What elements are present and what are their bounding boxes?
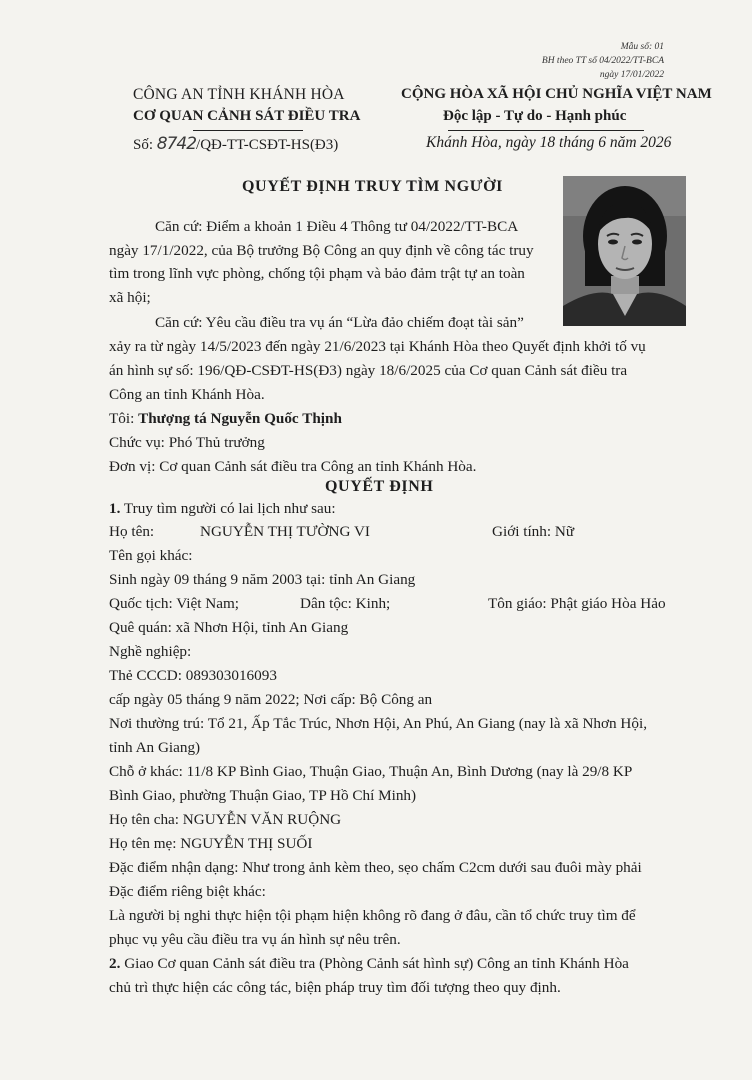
basis-1-line-2: ngày 17/1/2022, của Bộ trưởng Bộ Công an quy định về công tác truy [109,242,534,259]
basis-1-line-1: Căn cứ: Điểm a khoản 1 Điều 4 Thông tư 04/2022/TT-BCA [155,218,519,235]
motto: Độc lập - Tự do - Hạnh phúc [443,108,627,124]
place-date: Khánh Hòa, ngày 18 tháng 6 năm 2026 [426,134,672,151]
form-note-line-2: BH theo TT số 04/2022/TT-BCA [541,56,664,66]
document-number [133,134,338,154]
basis-1-line-4: xã hội; [109,289,151,306]
person-father: Họ tên cha: NGUYỄN VĂN RUỘNG [109,811,342,828]
item-2-text-1: Giao Cơ quan Cảnh sát điều tra (Phòng Cảnh sát hình sự) Công an tỉnh Khánh Hòa [124,955,629,972]
doc-no-suffix: /QĐ-TT-CSĐT-HS(Đ3) [196,137,339,153]
person-birth: Sinh ngày 09 tháng 9 năm 2003 tại: tỉnh An Giang [109,571,416,588]
name-label: Họ tên: [109,523,155,540]
form-note-line-3: ngày 17/01/2022 [599,70,664,80]
item-2-text-2: chủ trì thực hiện các công tác, biện pháp truy tìm đối tượng theo quy định. [109,979,561,996]
person-occupation: Nghề nghiệp: [109,643,192,660]
decision-heading: QUYẾT ĐỊNH [325,478,434,495]
person-ethnicity: Dân tộc: Kinh; [300,595,391,612]
person-id-card: Thẻ CCCD: 089303016093 [109,667,277,684]
agency-parent: CÔNG AN TỈNH KHÁNH HÒA [133,86,345,103]
person-name: NGUYỄN THỊ TƯỜNG VI [200,523,370,540]
issuer [109,410,342,428]
doc-no-label: Số: [133,137,154,153]
person-features: Đặc điểm nhận dạng: Như trong ảnh kèm theo, sẹo chấm C2cm dưới sau đuôi mày phải [109,859,642,876]
basis-2-line-1: Căn cứ: Yêu cầu điều tra vụ án “Lừa đảo chiếm đoạt tài sản” [155,314,524,331]
portrait-image [563,176,686,326]
form-note [542,40,664,82]
motto-underline [448,130,644,131]
person-id-issue: cấp ngày 05 tháng 9 năm 2022; Nơi cấp: Bộ Công an [109,691,433,708]
person-note-2: phục vụ yêu cầu điều tra vụ án hình sự nêu trên. [109,931,401,948]
form-note-line-1: Mẫu số: 01 [620,42,664,52]
issuer-position: Chức vụ: Phó Thủ trưởng [109,434,265,451]
item-1-text: Truy tìm người có lai lịch như sau: [123,500,336,517]
person-residence-2: tỉnh An Giang) [109,739,201,756]
person-nationality: Quốc tịch: Việt Nam; [109,595,239,612]
issuer-unit: Đơn vị: Cơ quan Cảnh sát điều tra Công an tỉnh Khánh Hòa. [109,458,477,475]
nation-title: CỘNG HÒA XÃ HỘI CHỦ NGHĨA VIỆT NAM [401,86,712,102]
agency-name: CƠ QUAN CẢNH SÁT ĐIỀU TRA [133,108,361,124]
person-religion: Tôn giáo: Phật giáo Hòa Hảo [488,595,666,612]
basis-2-line-3: án hình sự số: 196/QĐ-CSĐT-HS(Đ3) ngày 18/6/2025 của Cơ quan Cảnh sát điều tra [109,362,628,379]
person-other-address-1: Chỗ ở khác: 11/8 KP Bình Giao, Thuận Giao, Thuận An, Bình Dương (nay là 29/8 KP [109,763,633,780]
person-special-features: Đặc điểm riêng biệt khác: [109,883,266,900]
issuer-name: Thượng tá Nguyễn Quốc Thịnh [138,410,342,427]
basis-1-line-3: tìm trong lĩnh vực phòng, chống tội phạm và bảo đảm trật tự an toàn [109,265,525,282]
item-1-number: 1. [109,500,121,517]
person-residence-1: Nơi thường trú: Tổ 21, Ấp Tắc Trúc, Nhơn Hội, An Phú, An Giang (nay là xã Nhơn Hội, [109,715,648,732]
item-2-number: 2. [109,955,121,972]
person-other-address-2: Bình Giao, phường Thuận Giao, TP Hồ Chí Minh) [109,787,417,804]
suspect-photo [563,176,686,326]
person-alias: Tên gọi khác: [109,547,193,564]
doc-no-handwritten: 8742 [156,134,197,154]
issuer-label: Tôi: [109,410,135,427]
person-note-1: Là người bị nghi thực hiện tội phạm hiện không rõ đang ở đâu, cần tổ chức truy tìm để [109,907,636,924]
person-mother: Họ tên mẹ: NGUYỄN THỊ SUỐI [109,835,313,852]
person-gender: Giới tính: Nữ [492,523,575,540]
agency-underline [193,130,303,131]
item-1 [109,500,336,518]
item-2 [109,955,629,973]
document-title: QUYẾT ĐỊNH TRUY TÌM NGƯỜI [242,178,503,195]
person-hometown: Quê quán: xã Nhơn Hội, tỉnh An Giang [109,619,349,636]
basis-2-line-2: xảy ra từ ngày 14/5/2023 đến ngày 21/6/2023 tại Khánh Hòa theo Quyết định khởi tố vụ [109,338,646,355]
basis-2-line-4: Công an tỉnh Khánh Hòa. [109,386,265,403]
